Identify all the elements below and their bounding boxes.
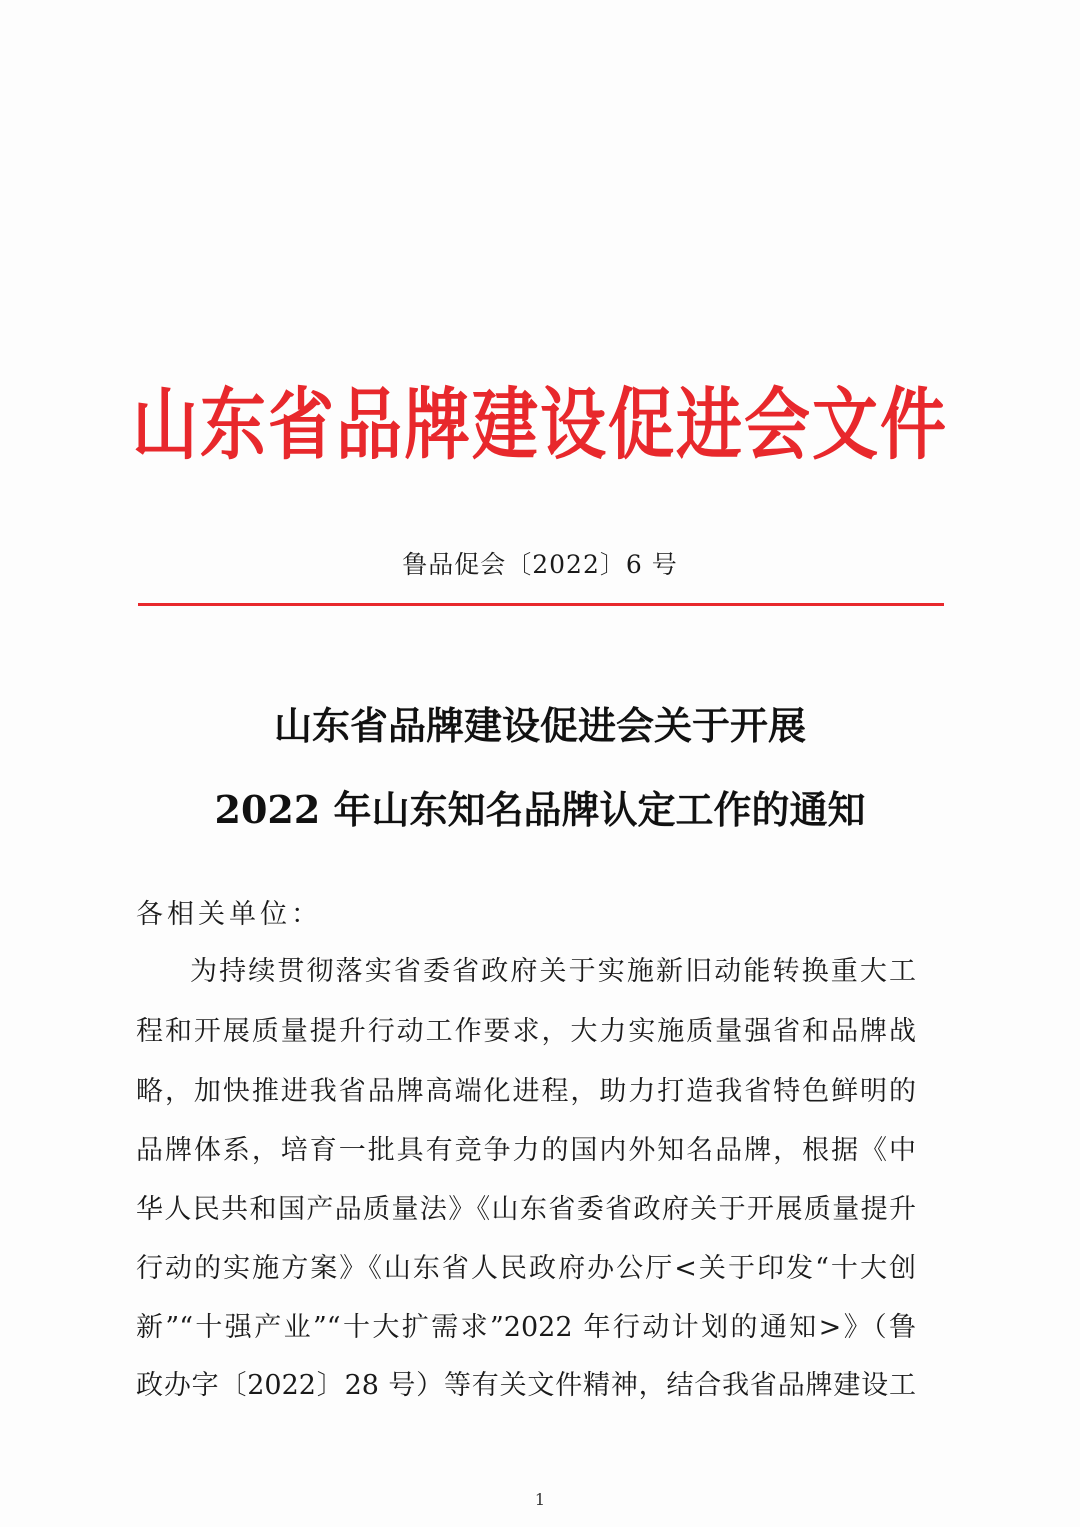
body-line: 略，加快推进我省品牌高端化进程，助力打造我省特色鲜明的 — [136, 1076, 916, 1107]
red-divider-line — [138, 603, 944, 606]
notice-title-line-2: 2022 年山东知名品牌认定工作的通知 — [214, 787, 866, 832]
page-number: 1 — [534, 1490, 546, 1509]
body-line: 行动的实施方案》《山东省人民政府办公厅<关于印发“十大创 — [136, 1253, 916, 1284]
body-line: 华人民共和国产品质量法》《山东省委省政府关于开展质量提升 — [136, 1194, 916, 1225]
salutation: 各相关单位： — [136, 899, 322, 930]
body-line: 新”“十强产业”“十大扩需求”2022 年行动计划的通知>》（鲁 — [136, 1312, 916, 1343]
notice-title-line-1: 山东省品牌建设促进会关于开展 — [273, 703, 806, 748]
org-header-title: 山东省品牌建设促进会文件 — [132, 379, 948, 471]
body-line: 为持续贯彻落实省委省政府关于实施新旧动能转换重大工 — [190, 956, 916, 987]
body-line: 程和开展质量提升行动工作要求，大力实施质量强省和品牌战 — [136, 1016, 916, 1047]
document-number: 鲁品促会〔2022〕6 号 — [402, 550, 678, 579]
body-line: 政办字〔2022〕28 号）等有关文件精神，结合我省品牌建设工 — [136, 1370, 916, 1401]
body-line: 品牌体系，培育一批具有竞争力的国内外知名品牌，根据《中 — [136, 1135, 916, 1166]
